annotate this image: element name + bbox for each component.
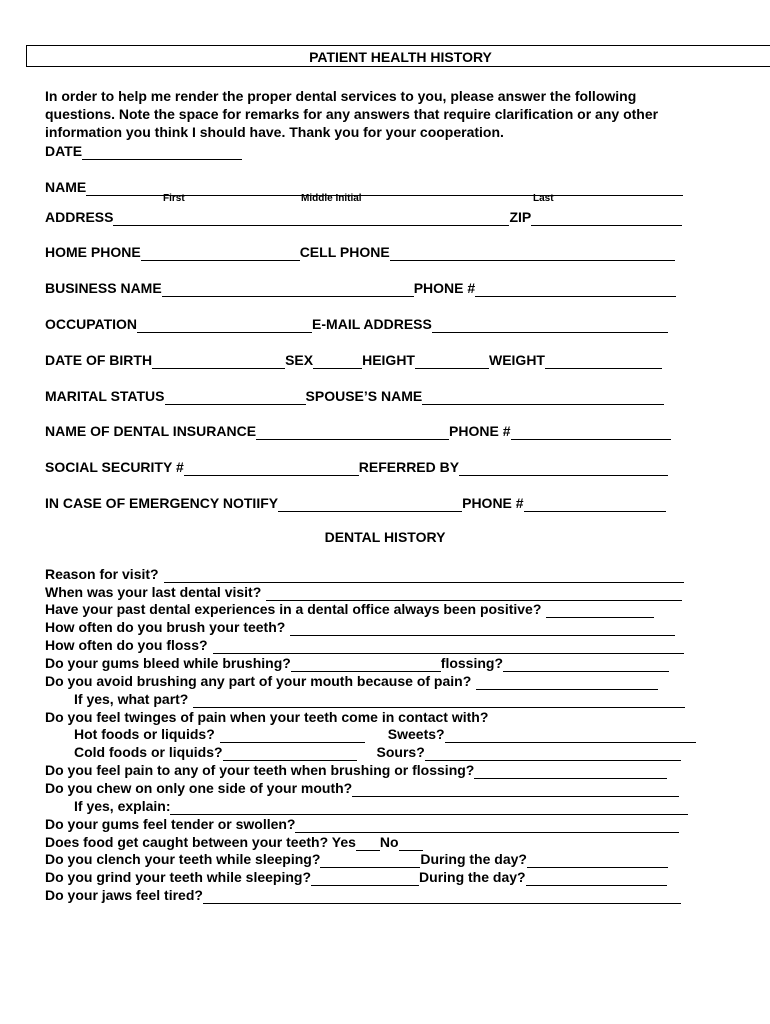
intro-line: In order to help me render the proper dental services to you, please answer the following: [45, 88, 637, 104]
emergency-phone-label: PHONE #: [462, 495, 524, 511]
emergency-phone-field[interactable]: [524, 497, 666, 512]
height-field[interactable]: [415, 354, 489, 369]
referred-label: REFERRED BY: [358, 459, 460, 475]
cold-field[interactable]: [223, 746, 357, 761]
page-title: PATIENT HEALTH HISTORY: [309, 49, 492, 65]
sex-label: SEX: [285, 352, 314, 368]
insurance-field[interactable]: [256, 425, 449, 440]
cell-phone-field[interactable]: [390, 246, 675, 261]
bleed-label: Do your gums bleed while brushing?: [45, 655, 291, 671]
sweets-label: Sweets?: [387, 726, 445, 742]
name-row: [45, 178, 683, 196]
business-phone-label: PHONE #: [413, 280, 476, 296]
name-last-caption: Last: [533, 193, 554, 204]
chew-row: [45, 779, 679, 797]
last-visit-field[interactable]: [266, 586, 682, 601]
brush-row: [45, 618, 675, 636]
pain-brush-label: Do you feel pain to any of your teeth when brushing or flossing?: [45, 762, 475, 778]
clench-field[interactable]: [320, 853, 420, 868]
avoid-field[interactable]: [476, 675, 658, 690]
dental-history-title: DENTAL HISTORY: [324, 529, 446, 545]
cold-label: Cold foods or liquids?: [74, 744, 223, 760]
height-label: HEIGHT: [362, 352, 415, 368]
zip-label: ZIP: [509, 209, 532, 225]
positive-field[interactable]: [546, 603, 654, 618]
sours-field[interactable]: [425, 746, 681, 761]
explain-row: [74, 797, 688, 815]
ssn-field[interactable]: [184, 461, 359, 476]
name-label: NAME: [45, 179, 87, 195]
floss-row: [45, 636, 684, 654]
clench-day-field[interactable]: [527, 853, 668, 868]
occupation-row: [45, 315, 668, 333]
reason-field[interactable]: [164, 568, 684, 583]
email-field[interactable]: [432, 318, 668, 333]
cold-sours-row: [74, 743, 681, 761]
grind-day-label: During the day?: [419, 869, 526, 885]
reason-row: [45, 565, 684, 583]
spouse-field[interactable]: [422, 390, 664, 405]
grind-label: Do you grind your teeth while sleeping?: [45, 869, 312, 885]
chew-field[interactable]: [352, 782, 679, 797]
name-first-caption: First: [163, 193, 185, 204]
positive-row: [45, 600, 654, 618]
spouse-label: SPOUSE’S NAME: [305, 388, 423, 404]
address-label: ADDRESS: [45, 209, 114, 225]
marital-label: MARITAL STATUS: [45, 388, 165, 404]
home-phone-label: HOME PHONE: [45, 244, 141, 260]
explain-field[interactable]: [170, 800, 688, 815]
dob-label: DATE OF BIRTH: [45, 352, 153, 368]
avoid-part-row: [74, 690, 685, 708]
avoid-part-field[interactable]: [193, 693, 685, 708]
emergency-row: [45, 494, 666, 512]
jaws-row: [45, 886, 681, 904]
insurance-row: [45, 422, 671, 440]
business-name-label: BUSINESS NAME: [45, 280, 162, 296]
date-row: [45, 142, 242, 160]
brush-label: How often do you brush your teeth?: [45, 619, 286, 635]
phone-row: [45, 243, 675, 261]
gums-tender-label: Do your gums feel tender or swollen?: [45, 816, 296, 832]
referred-field[interactable]: [459, 461, 668, 476]
home-phone-field[interactable]: [141, 246, 300, 261]
hot-field[interactable]: [220, 728, 365, 743]
bleed-brushing-field[interactable]: [291, 657, 441, 672]
hot-sweets-row: [74, 725, 696, 743]
food-yes-field[interactable]: [356, 836, 380, 851]
date-field[interactable]: [82, 145, 242, 160]
grind-row: [45, 868, 667, 886]
jaws-field[interactable]: [203, 889, 681, 904]
insurance-phone-field[interactable]: [511, 425, 671, 440]
floss-label: How often do you floss?: [45, 637, 208, 653]
address-row: [45, 208, 682, 226]
jaws-label: Do your jaws feel tired?: [45, 887, 203, 903]
date-label: DATE: [45, 143, 83, 159]
clench-label: Do you clench your teeth while sleeping?: [45, 851, 321, 867]
intro-line: questions. Note the space for remarks for any answers that require clarification or any other: [45, 106, 659, 122]
grind-field[interactable]: [311, 871, 419, 886]
hot-label: Hot foods or liquids?: [74, 726, 215, 742]
sweets-field[interactable]: [445, 728, 696, 743]
marital-field[interactable]: [165, 390, 306, 405]
reason-label: Reason for visit?: [45, 566, 159, 582]
positive-label: Have your past dental experiences in a dental office always been positive?: [45, 601, 542, 617]
pain-brush-field[interactable]: [474, 764, 667, 779]
food-no-field[interactable]: [399, 836, 423, 851]
pain-brush-row: [45, 761, 667, 779]
sex-field[interactable]: [313, 354, 362, 369]
marital-row: [45, 387, 664, 405]
bleed-row: [45, 654, 669, 672]
sours-label: Sours?: [376, 744, 425, 760]
food-no-label: No: [379, 834, 399, 850]
emergency-label: IN CASE OF EMERGENCY NOTIIFY: [45, 495, 279, 511]
twinges-label: Do you feel twinges of pain when your teeth come in contact with?: [45, 709, 489, 725]
avoid-label: Do you avoid brushing any part of your mouth because of pain?: [45, 673, 472, 689]
insurance-phone-label: PHONE #: [449, 423, 511, 439]
bleed-flossing-label: flossing?: [440, 655, 504, 671]
header-box: [26, 45, 770, 67]
weight-label: WEIGHT: [488, 352, 545, 368]
gums-tender-field[interactable]: [295, 818, 679, 833]
clench-row: [45, 850, 668, 868]
chew-label: Do you chew on only one side of your mouth?: [45, 780, 353, 796]
food-label: Does food get caught between your teeth? Yes: [45, 834, 356, 850]
twinges-row: [45, 708, 488, 726]
explain-label: If yes, explain:: [74, 798, 171, 814]
address-field[interactable]: [113, 211, 509, 226]
last-visit-row: [45, 583, 682, 601]
business-phone-field[interactable]: [475, 282, 676, 297]
zip-field[interactable]: [531, 211, 682, 226]
grind-day-field[interactable]: [526, 871, 667, 886]
intro-line: information you think I should have. Thank you for your cooperation.: [45, 124, 504, 140]
ssn-row: [45, 458, 668, 476]
weight-field[interactable]: [545, 354, 662, 369]
dob-row: [45, 351, 662, 369]
dob-field[interactable]: [152, 354, 285, 369]
business-name-field[interactable]: [162, 282, 414, 297]
avoid-part-label: If yes, what part?: [74, 691, 189, 707]
bleed-flossing-field[interactable]: [503, 657, 669, 672]
clench-day-label: During the day?: [420, 851, 527, 867]
cell-phone-label: CELL PHONE: [299, 244, 390, 260]
food-row: [45, 833, 423, 851]
ssn-label: SOCIAL SECURITY #: [45, 459, 184, 475]
occupation-field[interactable]: [137, 318, 312, 333]
emergency-field[interactable]: [278, 497, 462, 512]
avoid-row: [45, 672, 658, 690]
occupation-label: OCCUPATION: [45, 316, 138, 332]
business-row: [45, 279, 676, 297]
last-visit-label: When was your last dental visit?: [45, 584, 262, 600]
floss-field[interactable]: [213, 639, 684, 654]
name-middle-caption: Middle Initial: [301, 193, 362, 204]
gums-tender-row: [45, 815, 679, 833]
intro-paragraph: [45, 87, 745, 141]
insurance-label: NAME OF DENTAL INSURANCE: [45, 423, 257, 439]
brush-field[interactable]: [290, 621, 675, 636]
email-label: E-MAIL ADDRESS: [312, 316, 432, 332]
